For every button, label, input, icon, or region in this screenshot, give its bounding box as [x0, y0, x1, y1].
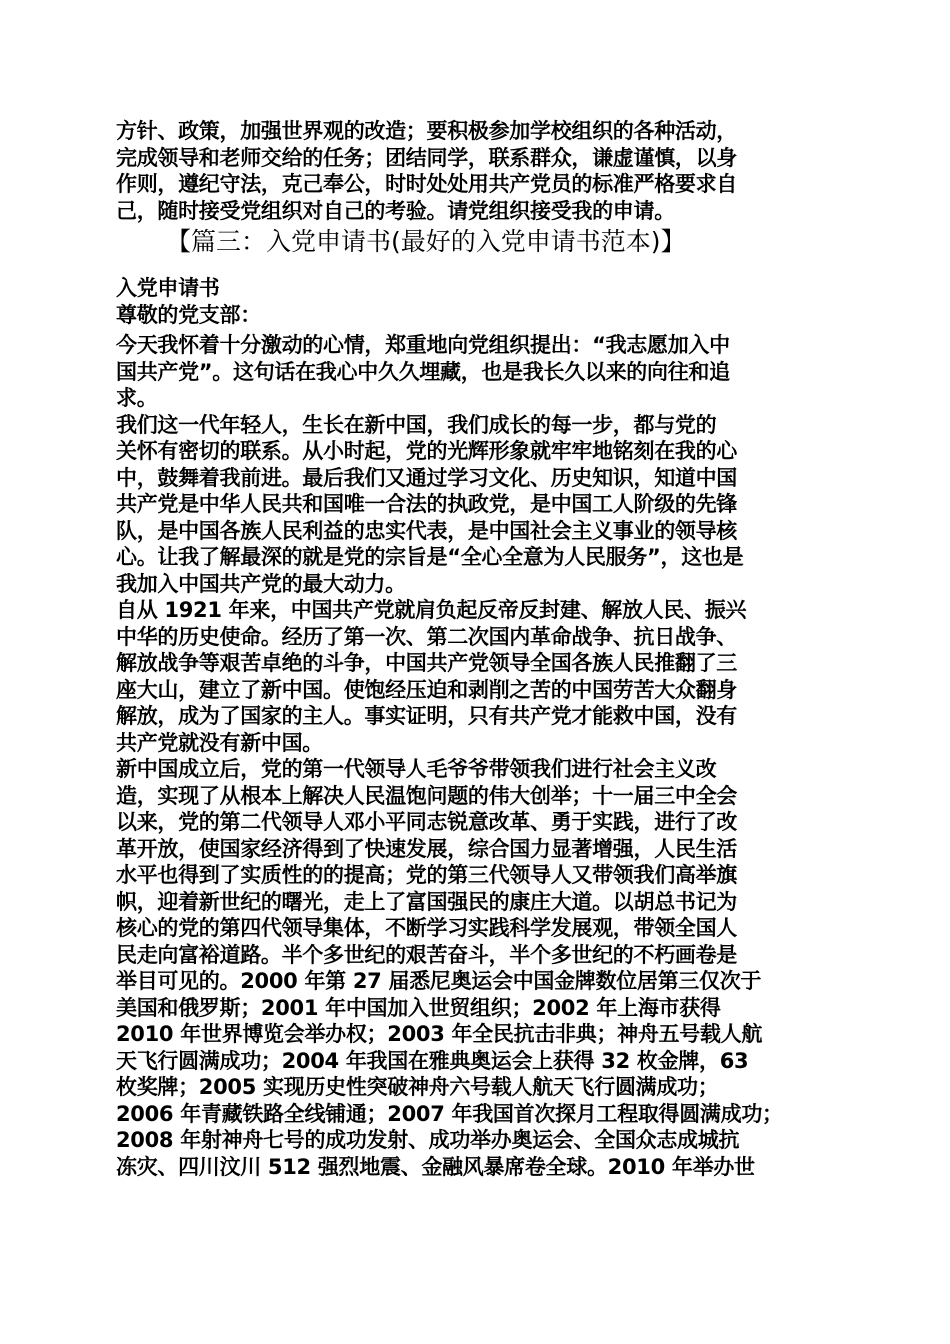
text-line: 枚奖牌；2005 实现历史性突破神舟六号载人航天飞行圆满成功； — [116, 1075, 719, 1099]
text-line: 2006 年青藏铁路全线铺通；2007 年我国首次探月工程取得圆满成功； — [116, 1101, 783, 1126]
text-line: 我加入中国共产党的最大动力。 — [116, 571, 406, 596]
text-line: 造，实现了从根本上解决人民温饱问题的伟大创举；十一届三中全会 — [116, 783, 737, 808]
letter-body — [116, 332, 838, 1180]
text-line: 解放，成为了国家的主人。事实证明，只有共产党才能救中国，没有 — [116, 704, 737, 728]
text-line: 座大山，建立了新中国。使饱经压迫和剥削之苦的中国劳苦大众翻身 — [116, 677, 737, 702]
text-line: 2010 年世界博览会举办权；2003 年全民抗击非典；神舟五号载人航 — [116, 1022, 763, 1046]
text-line: 关怀有密切的联系。从小时起，党的光辉形象就牢牢地铭刻在我的心 — [116, 439, 737, 463]
text-line: 今天我怀着十分激动的心情，郑重地向党组织提出：“我志愿加入中 — [116, 333, 730, 357]
text-line: 共产党就没有新中国。 — [116, 730, 323, 755]
text-line: 国共产党”。这句话在我心中久久埋藏，也是我长久以来的向往和追 — [116, 359, 730, 384]
salutation: 尊敬的党支部： — [116, 302, 261, 327]
text-line: 自从 1921 年来，中国共产党就肩负起反帝反封建、解放人民、振兴 — [116, 598, 747, 622]
document-page — [116, 118, 838, 1180]
text-line: 帜，迎着新世纪的曙光，走上了富国强民的康庄大道。以胡总书记为 — [116, 889, 737, 914]
letter-title: 入党申请书 — [116, 276, 220, 300]
text-line: 新中国成立后，党的第一代领导人毛爷爷带领我们进行社会主义改 — [116, 757, 717, 781]
text-line: 举目可见的。2000 年第 27 届悉尼奥运会中国金牌数位居第三仅次于 — [116, 969, 762, 993]
text-line: 解放战争等艰苦卓绝的斗争，中国共产党领导全国各族人民推翻了三 — [116, 651, 737, 675]
text-line: 天飞行圆满成功；2004 年我国在雅典奥运会上获得 32 枚金牌，63 — [116, 1048, 749, 1073]
text-line: 2008 年射神舟七号的成功发射、成功举办奥运会、全国众志成城抗 — [116, 1128, 740, 1152]
text-line: 方针、政策，加强世界观的改造；要积极参加学校组织的各种活动， — [116, 119, 737, 143]
text-line: 以来，党的第二代领导人邓小平同志锐意改革、勇于实践，进行了改 — [116, 810, 737, 834]
text-line: 核心的党的第四代领导集体，不断学习实践科学发展观，带领全国人 — [116, 916, 737, 940]
text-line: 队，是中国各族人民利益的忠实代表，是中国社会主义事业的领导核 — [116, 518, 737, 543]
section-heading: 【篇三：入党申请书(最好的入党申请书范本)】 — [166, 227, 686, 256]
text-line: 共产党是中华人民共和国唯一合法的执政党，是中国工人阶级的先锋 — [116, 492, 737, 516]
text-line: 完成领导和老师交给的任务；团结同学，联系群众，谦虚谨慎，以身 — [116, 145, 737, 170]
text-line: 己，随时接受党组织对自己的考验。请党组织接受我的申请。 — [116, 198, 675, 223]
text-line: 求。 — [116, 386, 158, 410]
intro-paragraph — [116, 118, 838, 224]
text-line: 中华的历史使命。经历了第一次、第二次国内革命战争、抗日战争、 — [116, 624, 737, 649]
text-line: 民走向富裕道路。半个多世纪的艰苦奋斗，半个多世纪的不朽画卷是 — [116, 942, 737, 967]
text-line: 革开放，使国家经济得到了快速发展，综合国力显著增强，人民生活 — [116, 836, 737, 861]
text-line: 冻灾、四川汶川 512 强烈地震、金融风暴席卷全球。2010 年举办世 — [116, 1154, 755, 1179]
text-line: 我们这一代年轻人，生长在新中国，我们成长的每一步，都与党的 — [116, 412, 717, 437]
text-line: 水平也得到了实质性的的提高；党的第三代领导人又带领我们高举旗 — [116, 863, 737, 887]
text-line: 美国和俄罗斯；2001 年中国加入世贸组织；2002 年上海市获得 — [116, 995, 721, 1020]
text-line: 心。让我了解最深的就是党的宗旨是“全心全意为人民服务”，这也是 — [116, 545, 744, 569]
text-line: 中，鼓舞着我前进。最后我们又通过学习文化、历史知识，知道中国 — [116, 465, 737, 490]
text-line: 作则，遵纪守法，克己奉公，时时处处用共产党员的标准严格要求自 — [116, 172, 737, 196]
